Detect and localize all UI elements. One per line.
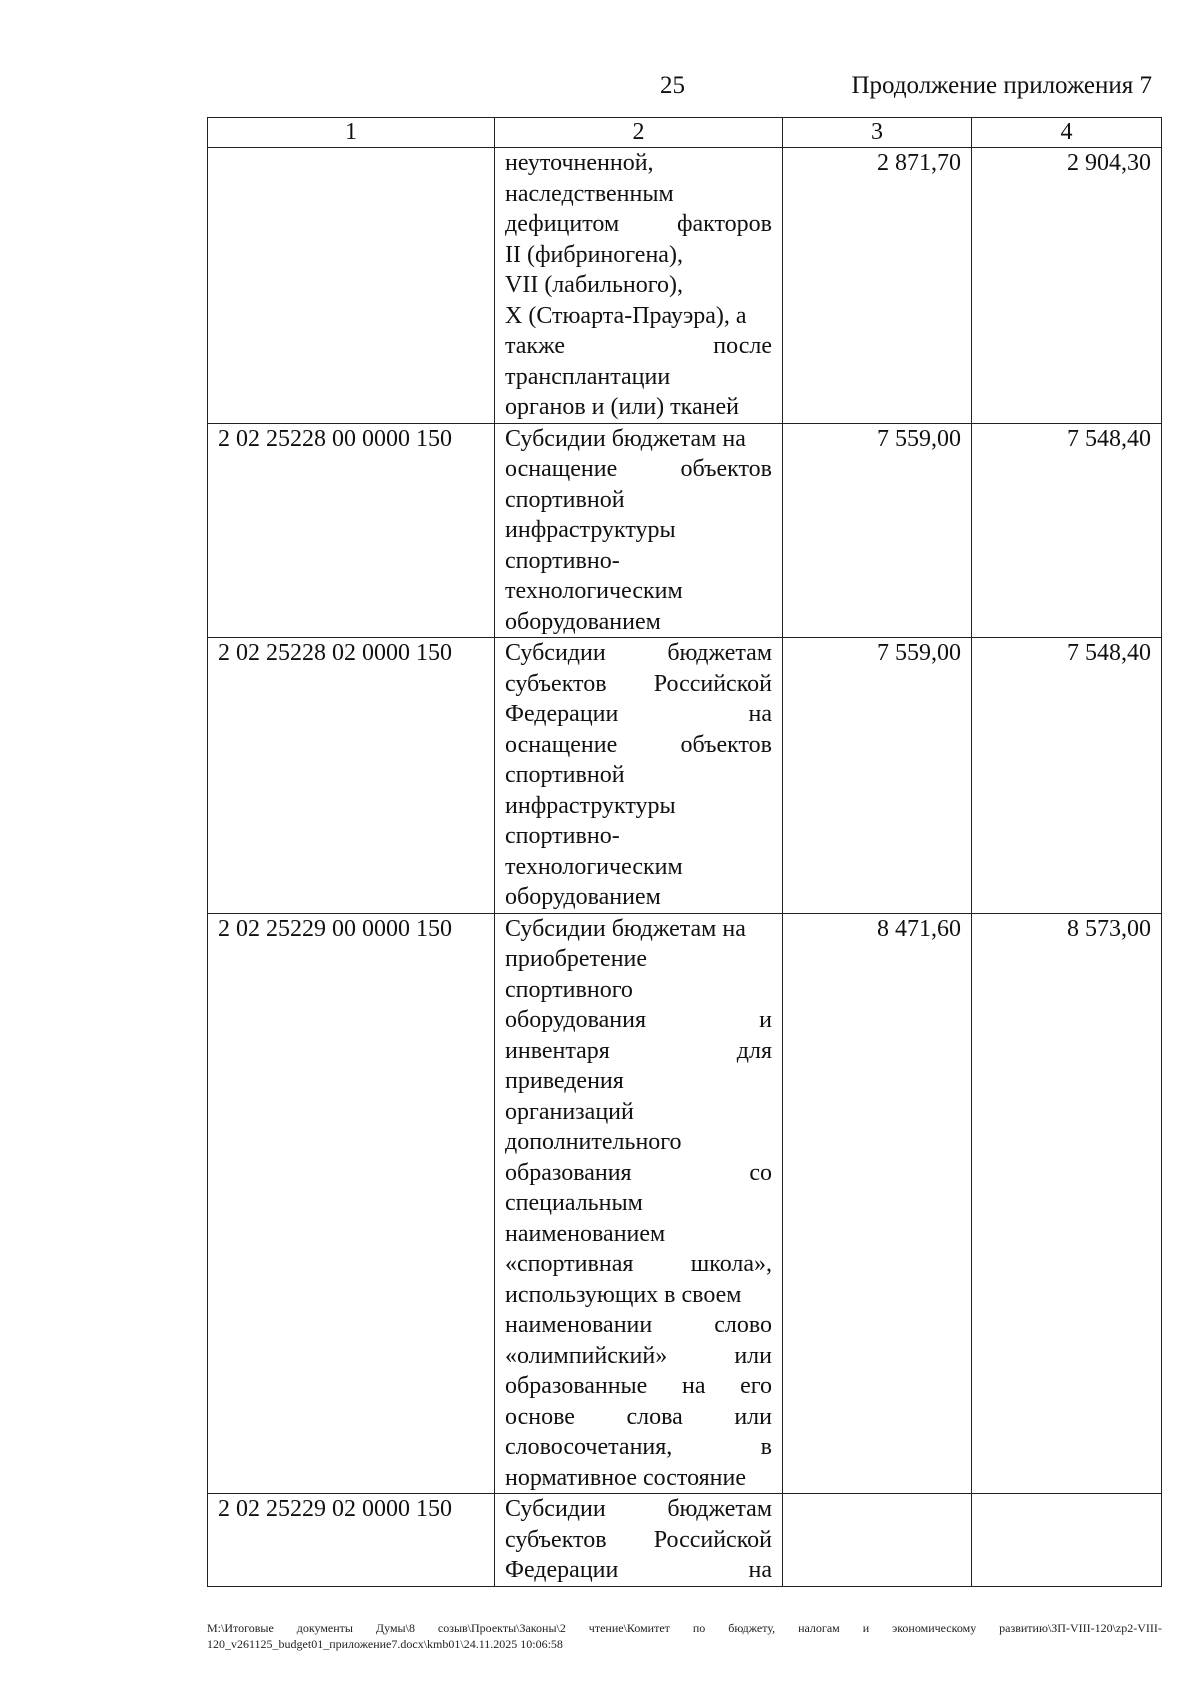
amount-column-3-cell: 7 559,00 (783, 423, 972, 638)
description-line: оборудованием (505, 608, 661, 635)
description-line: наименовании слово (505, 1312, 772, 1338)
description-line: технологическим (505, 578, 683, 604)
description-line: оснащение объектов (505, 456, 772, 482)
description-line: Федерации на (505, 1557, 772, 1583)
amount-column-3-cell (783, 1494, 972, 1587)
description-line: X (Стюарта-Прауэра), а (505, 302, 747, 329)
description-line: наследственным (505, 180, 674, 207)
description-line: Федерации на (505, 701, 772, 727)
description-line: использующих в своем (505, 1281, 742, 1308)
description-line: субъектов Российской (505, 670, 772, 697)
description-line: органов и (или) тканей (505, 394, 739, 420)
description-line: инфраструктуры (505, 517, 676, 543)
description-line: VII (лабильного), (505, 272, 683, 298)
description-line: Субсидии бюджетам на (505, 425, 746, 452)
document-path-footer (207, 1620, 1162, 1652)
income-description-cell (495, 913, 783, 1494)
amount-column-4-cell: 2 904,30 (972, 148, 1162, 424)
table-body (208, 148, 1162, 1587)
table-row (208, 638, 1162, 914)
budget-code-cell: 2 02 25229 02 0000 150 (208, 1494, 495, 1587)
page-number: 25 (660, 72, 685, 99)
description-line: основе слова или (505, 1403, 772, 1430)
description-line: Субсидии бюджетам на (505, 915, 746, 942)
amount-column-4-cell: 7 548,40 (972, 638, 1162, 914)
budget-code-cell (208, 148, 495, 424)
income-description-cell (495, 638, 783, 914)
description-line: спортивно- (505, 547, 620, 574)
column-header-4: 4 (972, 118, 1162, 148)
column-header-2: 2 (495, 118, 783, 148)
budget-code-cell: 2 02 25228 00 0000 150 (208, 423, 495, 638)
description-line: неуточненной, (505, 150, 654, 176)
description-line: организаций (505, 1098, 634, 1125)
description-line: образования со (505, 1159, 772, 1186)
description-line: субъектов Российской (505, 1526, 772, 1553)
description-line: инвентаря для (505, 1037, 772, 1064)
description-line: технологическим (505, 853, 683, 880)
description-line: спортивно- (505, 823, 620, 849)
description-line: дополнительного (505, 1129, 682, 1155)
description-line: спортивной (505, 762, 625, 788)
description-line: наименованием (505, 1220, 666, 1247)
description-line: нормативное состояние (505, 1464, 746, 1491)
description-line: приобретение (505, 946, 648, 972)
description-line: спортивного (505, 976, 633, 1003)
budget-code-cell: 2 02 25228 02 0000 150 (208, 638, 495, 914)
table-row (208, 423, 1162, 638)
budget-table (207, 117, 1162, 1587)
amount-column-3-cell: 7 559,00 (783, 638, 972, 914)
description-line: инфраструктуры (505, 792, 676, 819)
footer-path-line-1: M:\Итоговые документы Думы\8 созыв\Проекты\Законы\2 чтение\Комитет по бюджету, налогам и экономическому развитию\ЗП-VIII-120\zp2-VIII- (207, 1621, 1162, 1635)
description-line: Субсидии бюджетам (505, 1496, 772, 1522)
appendix-continuation-label: Продолжение приложения 7 (851, 72, 1152, 99)
description-line: «олимпийский» или (505, 1342, 772, 1369)
income-description-cell (495, 148, 783, 424)
description-line: «спортивная школа», (505, 1251, 772, 1277)
description-line: спортивной (505, 486, 625, 513)
description-line: приведения (505, 1068, 624, 1094)
column-header-3: 3 (783, 118, 972, 148)
amount-column-4-cell: 7 548,40 (972, 423, 1162, 638)
income-description-cell (495, 423, 783, 638)
description-line: II (фибриногена), (505, 241, 683, 268)
budget-code-cell: 2 02 25229 00 0000 150 (208, 913, 495, 1494)
footer-path-line-2: 120_v261125_budget01_приложение7.docx\kmb01\24.11.2025 10:06:58 (207, 1637, 563, 1651)
column-header-1: 1 (208, 118, 495, 148)
description-line: дефицитом факторов (505, 211, 772, 237)
table-row (208, 1494, 1162, 1587)
description-line: Субсидии бюджетам (505, 640, 772, 666)
table-row (208, 913, 1162, 1494)
description-line: словосочетания, в (505, 1434, 772, 1460)
amount-column-3-cell: 8 471,60 (783, 913, 972, 1494)
table-header-row (208, 118, 1162, 148)
description-line: образованные на его (505, 1373, 772, 1399)
description-line: также после (505, 333, 772, 359)
description-line: оснащение объектов (505, 731, 772, 758)
description-line: оборудования и (505, 1007, 772, 1033)
description-line: специальным (505, 1190, 643, 1216)
description-line: трансплантации (505, 363, 671, 390)
income-description-cell (495, 1494, 783, 1587)
description-line: оборудованием (505, 884, 661, 910)
amount-column-4-cell (972, 1494, 1162, 1587)
amount-column-3-cell: 2 871,70 (783, 148, 972, 424)
table-row (208, 148, 1162, 424)
amount-column-4-cell: 8 573,00 (972, 913, 1162, 1494)
